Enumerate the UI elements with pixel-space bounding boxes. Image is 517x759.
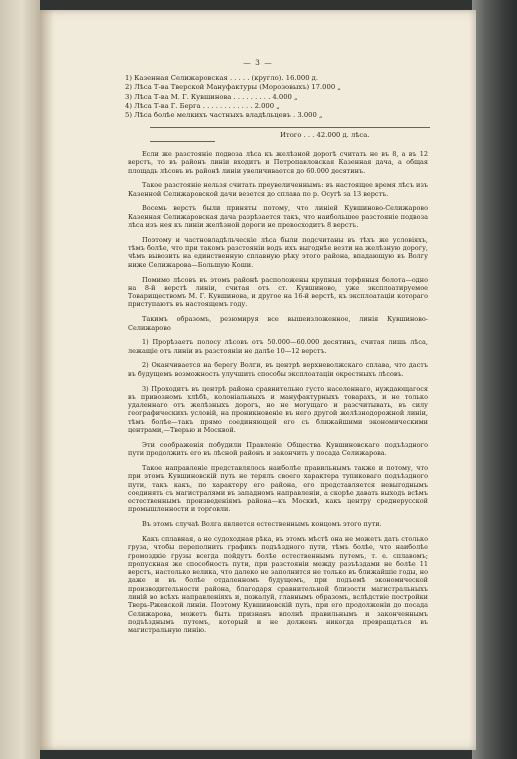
paragraph: Такое направленіе представлялось наиболѣе правильнымъ также и потому, что при этомъ Кувшиновскій путь не терялъ своего характера тупиковаго подъѣздного пути, такъ какъ, по характеру его района, его представляется невыгоднымъ соединять съ магистралями въ западномъ направленіи, а скорѣе давать выходъ всѣмъ естественнымъ произведеніямъ района—къ Москвѣ, какъ центру среднерусской промышленности и торговли.	[128, 463, 428, 514]
book-cover-edge	[472, 0, 517, 759]
document-page	[40, 10, 476, 750]
paragraph: Если же разстояніе подвоза лѣса къ желѣзной дорогѣ считать не въ 8, а въ 12 верстъ, то въ районъ линіи входитъ и Петропавловская Казенная дача, а общая площадь лѣсовъ въ районѣ линіи увеличивается до 60.000 десятинъ.	[128, 150, 428, 175]
divider-line-short	[150, 141, 215, 142]
paragraph: 2) Оканчивается на берегу Волги, въ центрѣ верхневолжскаго сплава, что дастъ въ будущемъ возможность улучшить способы эксплоатаціи окрестныхъ лѣсовъ.	[128, 361, 428, 378]
paragraph: Такое разстояніе нельзя считать преувеличеннымъ: въ настоящее время лѣсъ изъ Казенной Селижаровской дачи везется до сплава по р. Осугѣ за 13 верстъ.	[128, 181, 428, 198]
paragraph: 3) Проходитъ въ центрѣ района сравнительно густо населеннаго, нуждающагося въ привозномъ хлѣбѣ, колоніальныхъ и мануфактурныхъ товарахъ, и не только удаленнаго отъ желѣзныхъ дорогъ, но не могущаго и разсчитывать, въ силу географическихъ условій, на проникновеніе въ него другой желѣзнодорожной линіи, тѣмъ болѣе—такъ прямо соединяющей его съ ближайшими экономическими центрами,—Тверью и Москвой.	[128, 384, 428, 435]
page-gutter-shadow	[40, 10, 54, 750]
divider-line	[150, 127, 430, 128]
list-item: 5) Лѣса болѣе мелкихъ частныхъ владѣльцевъ . 3.000 „	[125, 111, 323, 120]
paragraph: Какъ сплавная, а не судоходная рѣка, въ этомъ мѣстѣ она не можетъ дать столько груза, чтобы переполнить графикъ подъѣздного пути, тѣмъ болѣе, что наиболѣе громоздкіе грузы всегда пойдутъ болѣе естественнымъ путемъ, т. е. сплавомъ; пропускная же способность пути, при разстояніи между разъѣздами не болѣе 11 верстъ, настолько велика, что далеко не заполнится не только въ ближайшіе годы, но даже и въ болѣе отдаленномъ будущемъ, при подъемѣ экономической производительности района, благодаря сравнительной близости магистральныхъ линій во всѣхъ направленіяхъ и, пожалуй, главнымъ образомъ, вслѣдствіе постройки Тверь-Ржевской линіи. Поэтому Кувшиновскій путь, при его продолженіи до посада Селижарова, можетъ быть признанъ вполнѣ правильнымъ и законченнымъ подъѣзднымъ путемъ, который и не долженъ никогда превращаться въ магистральную линію.	[128, 534, 428, 635]
paragraph: Такимъ образомъ, резюмируя все вышеизложенное, линія Кувшиново-Селижарово	[128, 315, 428, 332]
list-item: 3) Лѣса Т-ва М. Г. Кувшинова . . . . . . . . . 4.000 „	[125, 92, 298, 101]
paragraph: 1) Прорѣзаетъ полосу лѣсовъ отъ 50.000—60.000 десятинъ, считая лишь лѣса, лежащіе отъ линіи въ разстояніи не далѣе 10—12 верстъ.	[128, 338, 428, 355]
paragraph: Поэтому и частновладѣльческіе лѣса были подсчитаны въ тѣхъ же условіяхъ, тѣмъ болѣе, что при такомъ разстояніи водъ ихъ выгоднѣе везти на желѣзную дорогу, чѣмъ вывозить на единственную сплавную рѣку этого района, впадающую въ Волгу ниже Селижарова—Большую Коши.	[128, 235, 428, 269]
body-text	[128, 150, 428, 641]
page-number: — 3 —	[243, 58, 273, 67]
paragraph: Въ этомъ случаѣ Волга является естественнымъ концомъ этого пути.	[142, 520, 382, 529]
list-item: 4) Лѣса Т-ва Г. Берга . . . . . . . . . . . . 2.000 „	[125, 101, 280, 110]
paragraph: Помимо лѣсовъ въ этомъ районѣ расположены крупныя торфяныя болота—одно на 8-й верстѣ линіи, считая отъ ст. Кувшиново, уже эксплоатируемое Товариществомъ М. Г. Кувшинова, и другое на 16-й верстѣ, къ эксплоатаціи котораго приступаютъ въ настоящемъ году.	[128, 275, 428, 309]
list-item: 1) Казенная Селижаровская . . . . . (кругло). 16.000 д.	[125, 74, 319, 82]
total-line: Итого . . . 42.000 д. лѣса.	[280, 131, 370, 139]
paragraph: Эти соображенія побудили Правленіе Общества Кувшиновскаго подъѣздного пути продолжить его въ лѣсной районъ и закончить у посада Селижарова.	[128, 440, 428, 458]
background-left	[0, 0, 40, 759]
list-item: 2) Лѣса Т-ва Тверской Мануфактуры (Морозовыхъ) 17.000 „	[125, 83, 341, 92]
paragraph: Восемь верстъ были приняты потому, что линіей Кувшиново-Селижарово Казенная Селижаровская дача разрѣзается такъ, что наибольшее разстояніе подвоза лѣса изъ нея къ линіи желѣзной дороги не превосходитъ 8 верстъ.	[128, 204, 428, 230]
forest-list	[125, 74, 425, 120]
